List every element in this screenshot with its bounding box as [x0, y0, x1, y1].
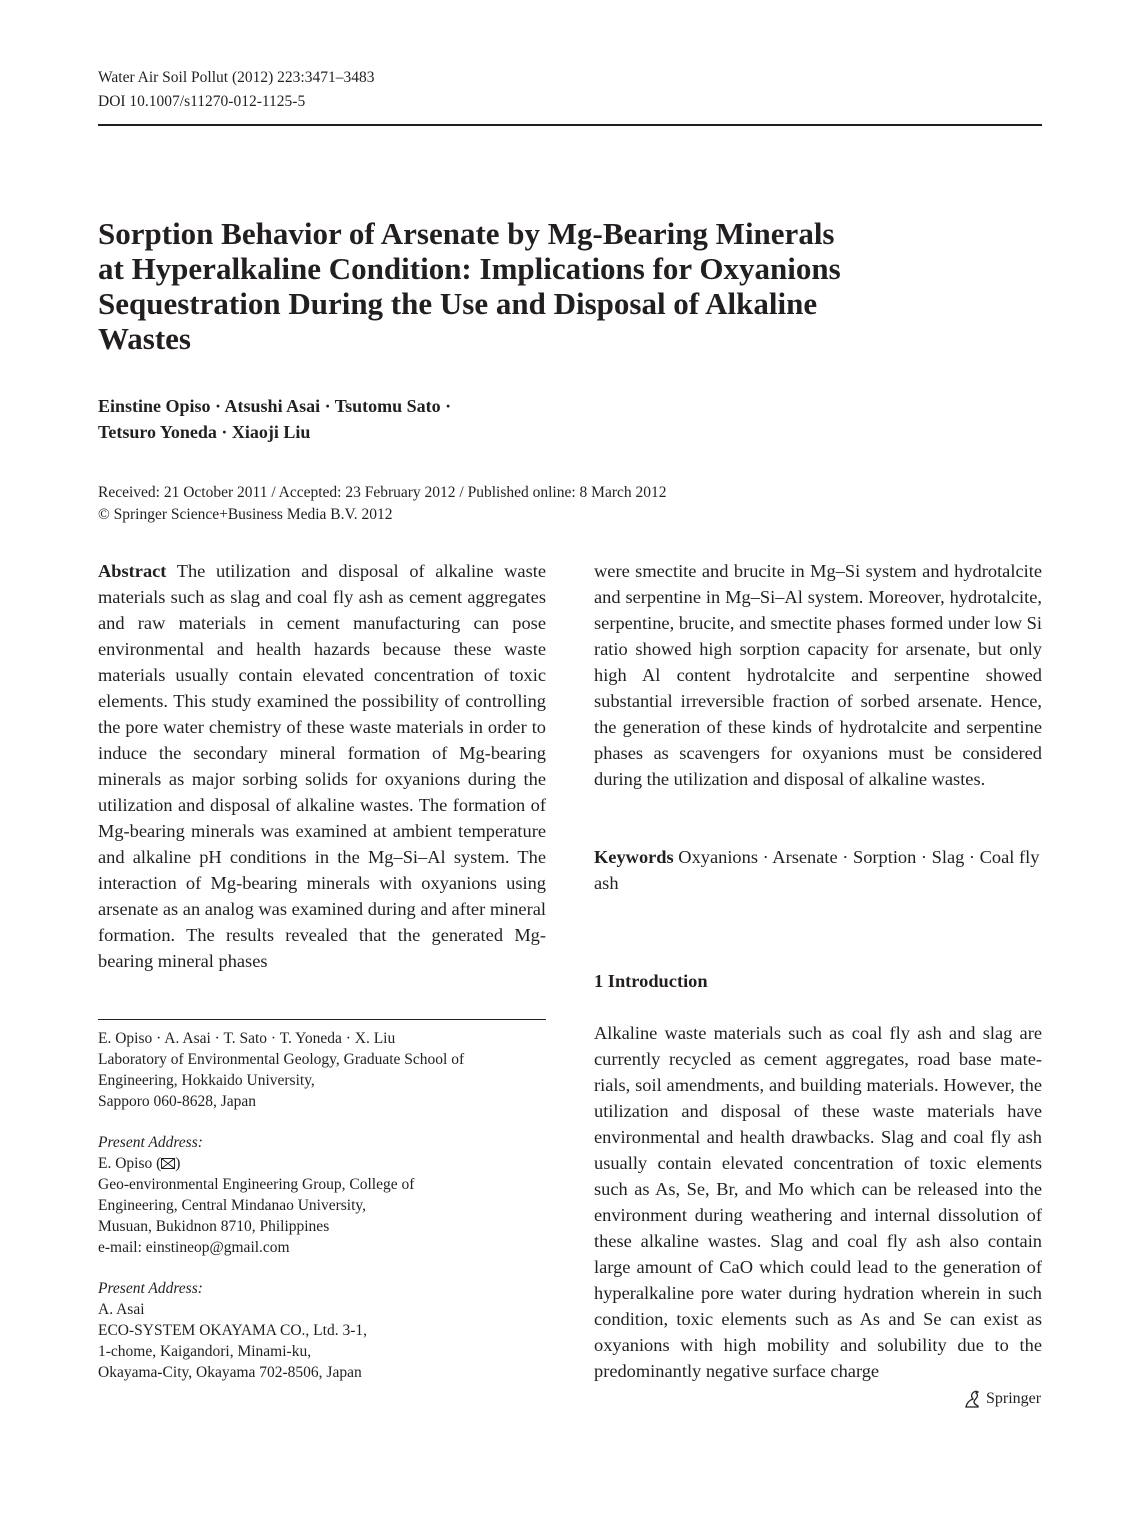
journal-citation: [98, 66, 374, 114]
affiliation-line: E. Opiso · A. Asai · T. Sato · T. Yoneda · X. Liu: [98, 1030, 396, 1047]
abstract-heading: Abstract: [98, 561, 167, 581]
address-line: 1-chome, Kaigandori, Minami-ku,: [98, 1343, 312, 1360]
abstract-text-continued: were smectite and brucite in Mg–Si system and hydrotalcite and serpentine in Mg–Si–Al system. Moreover, hydrotalcite, serpentine, brucite, and smectite phases formed under low Si ratio showed high sorption capacity for arsenate, but only high Al content hydrotalcite and serpentine showed substantial irreversible fraction of sorbed arsenate. Hence, the generation of these kinds of hydrotalcite and serpentine phases as scavengers for oxyanions must be considered during the utilization and disposal of alkaline wastes.: [594, 561, 1042, 789]
copyright-notice: © Springer Science+Business Media B.V. 2012: [98, 506, 393, 523]
affiliation-block: [98, 1028, 546, 1112]
section-heading-introduction: 1 Introduction: [594, 971, 708, 991]
present-address-label: Present Address:: [98, 1134, 203, 1151]
footnote-rule: [98, 1019, 546, 1020]
journal-reference: Water Air Soil Pollut (2012) 223:3471–3483: [98, 69, 375, 86]
springer-horse-icon: [962, 1389, 982, 1409]
article-title: [98, 216, 958, 356]
publisher-name: Springer: [986, 1390, 1042, 1407]
authors-line: Tetsuro Yoneda · Xiaoji Liu: [98, 422, 311, 442]
title-line: at Hyperalkaline Condition: Implications for Oxyanions: [98, 251, 841, 286]
introduction-text: Alkaline waste materials such as coal fly ash and slag are currently recycled as cement aggregates, road base materials, soil amendments, and building materials. However, the utilization and disposal of these waste materials have environmental and health drawbacks. Slag and coal fly ash usually contain elevated concentration of toxic elements such as As, Se, Br, and Mo which can be released into the environment during weathering and internal dissolution of these alkaline wastes. Slag and coal fly ash also contain large amount of CaO which could lead to the generation of hyperalkaline pore water during hydration wherein in such condition, toxic elements such as As and Se can exist as oxyanions with high mobility and solubility due to the predominantly negative surface charge: [594, 1023, 1042, 1381]
title-line: Sequestration During the Use and Disposal of Alkaline: [98, 286, 818, 321]
present-address-block: [98, 1132, 546, 1258]
abstract-text: The utilization and disposal of alkaline waste materials such as slag and coal fly ash as cement aggregates and raw materials in cement manufacturing can pose environmental and health hazards because these waste materials usually contain elevated concentration of toxic elements. This study examined the possibility of controlling the pore water chemistry of these waste materials in order to induce the secondary mineral formation of Mg-bearing minerals as major sorbing solids for oxyanions during the utilization and disposal of alkaline wastes. The formation of Mg-bearing minerals was examined at ambient temperature and alkaline pH conditions in the Mg–Si–Al system. The interaction of Mg-bearing minerals with oxyanions using arsenate as an analog was examined during and after mineral formation. The results revealed that the generated Mg-bearing mineral phases: [98, 561, 546, 971]
present-address-block: [98, 1278, 546, 1383]
address-line: Engineering, Central Mindanao University,: [98, 1197, 367, 1214]
title-line: Sorption Behavior of Arsenate by Mg-Bearing Minerals: [98, 216, 835, 251]
corresponding-author-name: E. Opiso (: [98, 1155, 162, 1172]
publisher-logo: [962, 1388, 1041, 1410]
address-line: Okayama-City, Okayama 702-8506, Japan: [98, 1364, 362, 1381]
affiliation-line: Engineering, Hokkaido University,: [98, 1072, 315, 1089]
address-line: Geo-environmental Engineering Group, College of: [98, 1176, 415, 1193]
authors-line: Einstine Opiso · Atsushi Asai · Tsutomu Sato ·: [98, 396, 452, 416]
doi: DOI 10.1007/s11270-012-1125-5: [98, 93, 306, 110]
title-line: Wastes: [98, 321, 191, 356]
address-line: ECO-SYSTEM OKAYAMA CO., Ltd. 3-1,: [98, 1322, 367, 1339]
corresponding-author: [98, 1153, 546, 1174]
email-address: e-mail: einstineop@gmail.com: [98, 1239, 290, 1256]
affiliation-line: Laboratory of Environmental Geology, Graduate School of: [98, 1051, 465, 1068]
address-line: Musuan, Bukidnon 8710, Philippines: [98, 1218, 330, 1235]
abstract-right-column: [594, 558, 1042, 792]
author-list: [98, 393, 451, 445]
keywords-text: Oxyanions · Arsenate · Sorption · Slag · Coal fly ash: [594, 847, 1040, 893]
present-address-label: Present Address:: [98, 1280, 203, 1297]
corresponding-author-close: ): [175, 1155, 181, 1172]
keywords: [594, 844, 1042, 896]
affiliation-line: Sapporo 060-8628, Japan: [98, 1093, 256, 1110]
received-accepted-dates: Received: 21 October 2011 / Accepted: 23 February 2012 / Published online: 8 March 2012: [98, 484, 667, 501]
article-history: [98, 482, 667, 526]
address-line: A. Asai: [98, 1301, 145, 1318]
abstract-left-column: [98, 558, 546, 974]
envelope-icon: [161, 1158, 175, 1169]
keywords-heading: Keywords: [594, 847, 674, 867]
header-rule: [98, 124, 1042, 126]
